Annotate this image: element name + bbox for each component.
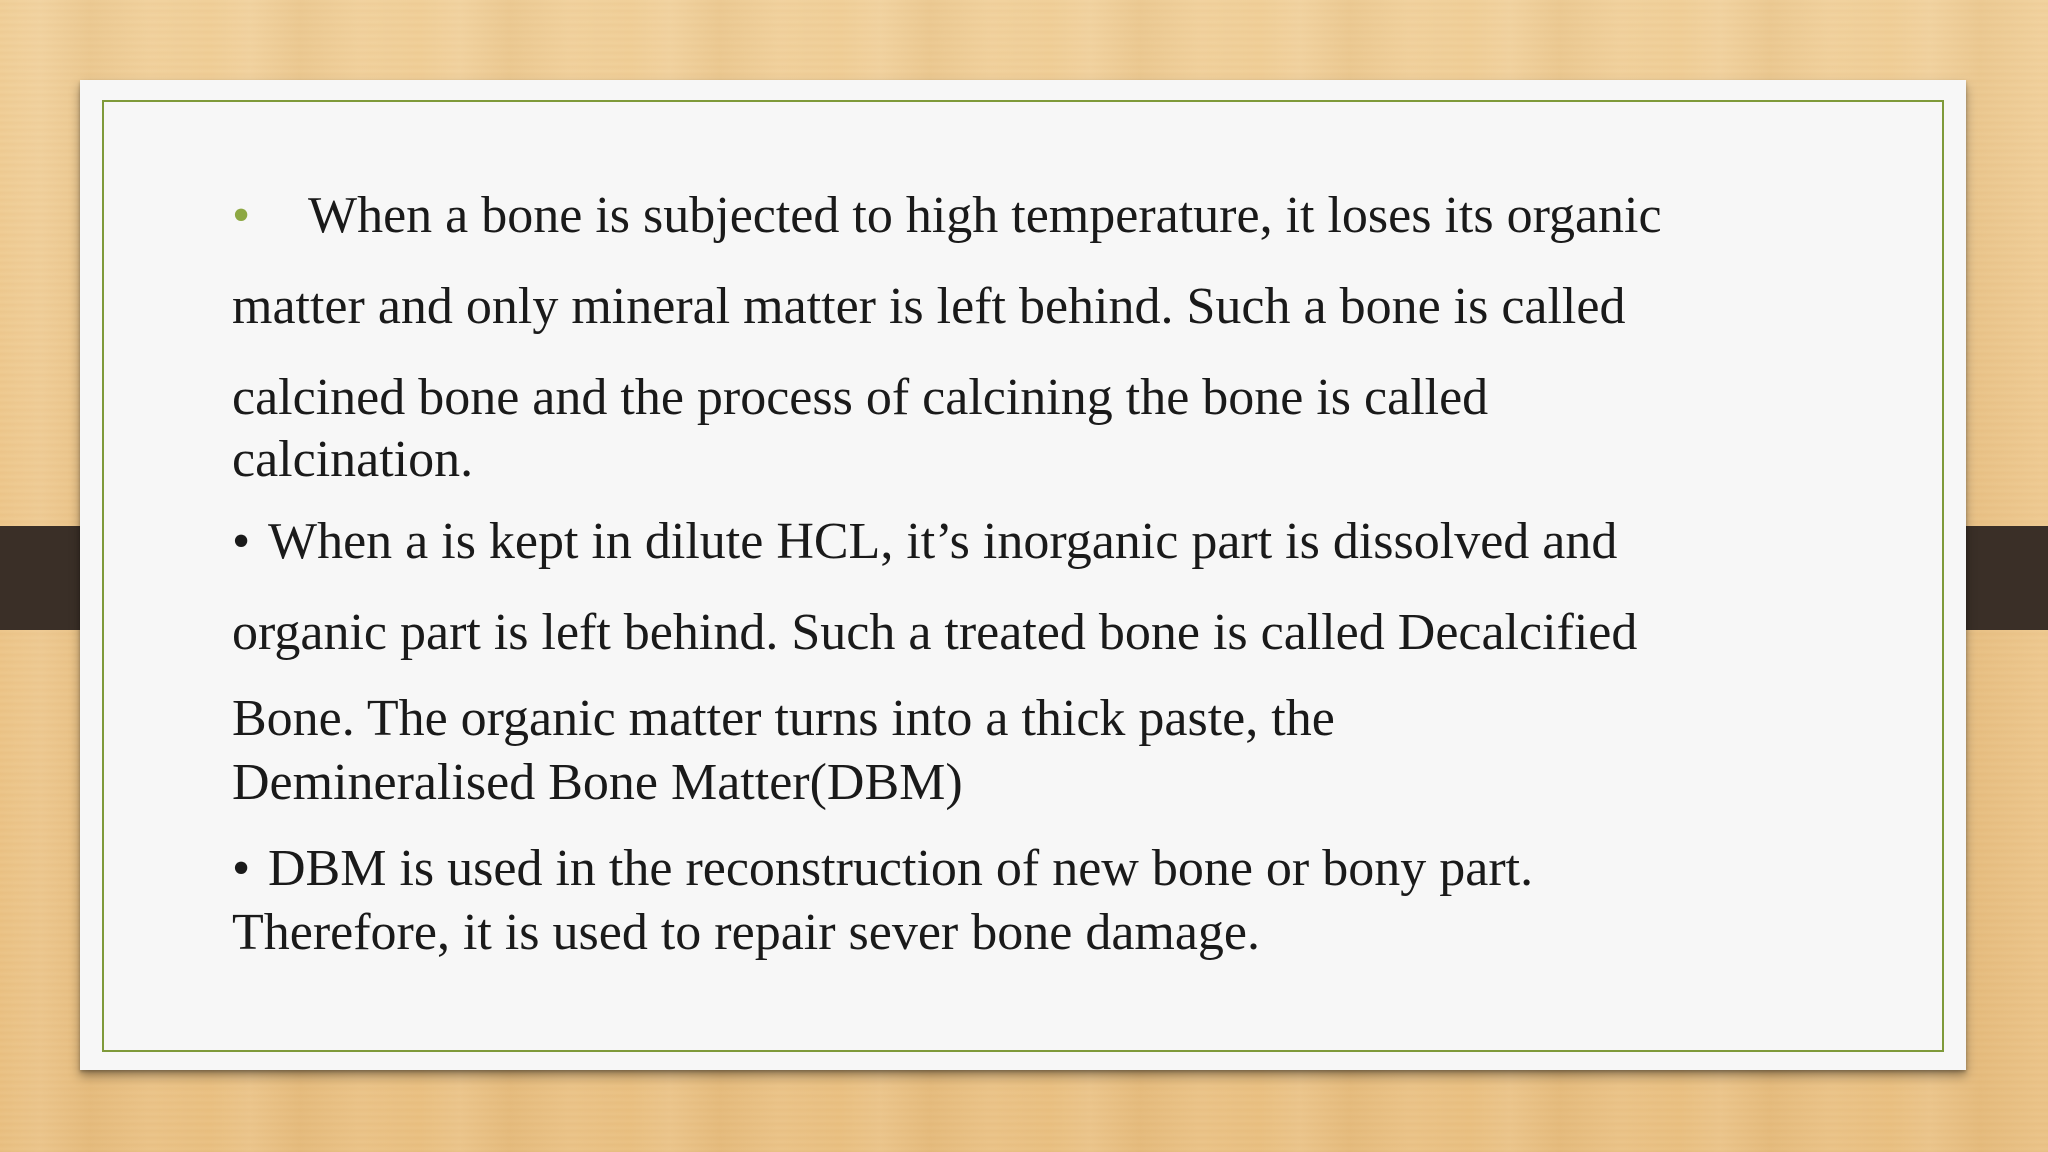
slide-content <box>232 170 1852 965</box>
text-line: organic part is left behind. Such a treated bone is called Decalcified <box>232 604 1638 661</box>
text-line: Demineralised Bone Matter(DBM) <box>232 754 963 811</box>
line-text: When a bone is subjected to high temperature, it loses its organic <box>308 187 1662 244</box>
text-line: calcined bone and the process of calcining the bone is called <box>232 369 1489 426</box>
line-text: DBM is used in the reconstruction of new bone or bony part. <box>268 840 1534 897</box>
text-line: Bone. The organic matter turns into a thick paste, the <box>232 690 1335 747</box>
text-line: Therefore, it is used to repair sever bone damage. <box>232 904 1261 961</box>
text-line <box>232 170 1852 261</box>
text-line: matter and only mineral matter is left behind. Such a bone is called <box>232 278 1626 335</box>
bullet-paragraph-1 <box>232 170 1852 491</box>
text-line: calcination. <box>232 431 474 488</box>
bullet-paragraph-3 <box>232 837 1852 965</box>
bullet-marker-green: • <box>232 187 251 244</box>
bullet-marker: • <box>232 840 251 897</box>
text-line <box>232 505 1852 579</box>
bullet-paragraph-2 <box>232 505 1852 815</box>
bullet-marker: • <box>232 513 251 570</box>
text-line <box>232 837 1852 901</box>
line-text: When a is kept in dilute HCL, it’s inorganic part is dissolved and <box>268 513 1618 570</box>
